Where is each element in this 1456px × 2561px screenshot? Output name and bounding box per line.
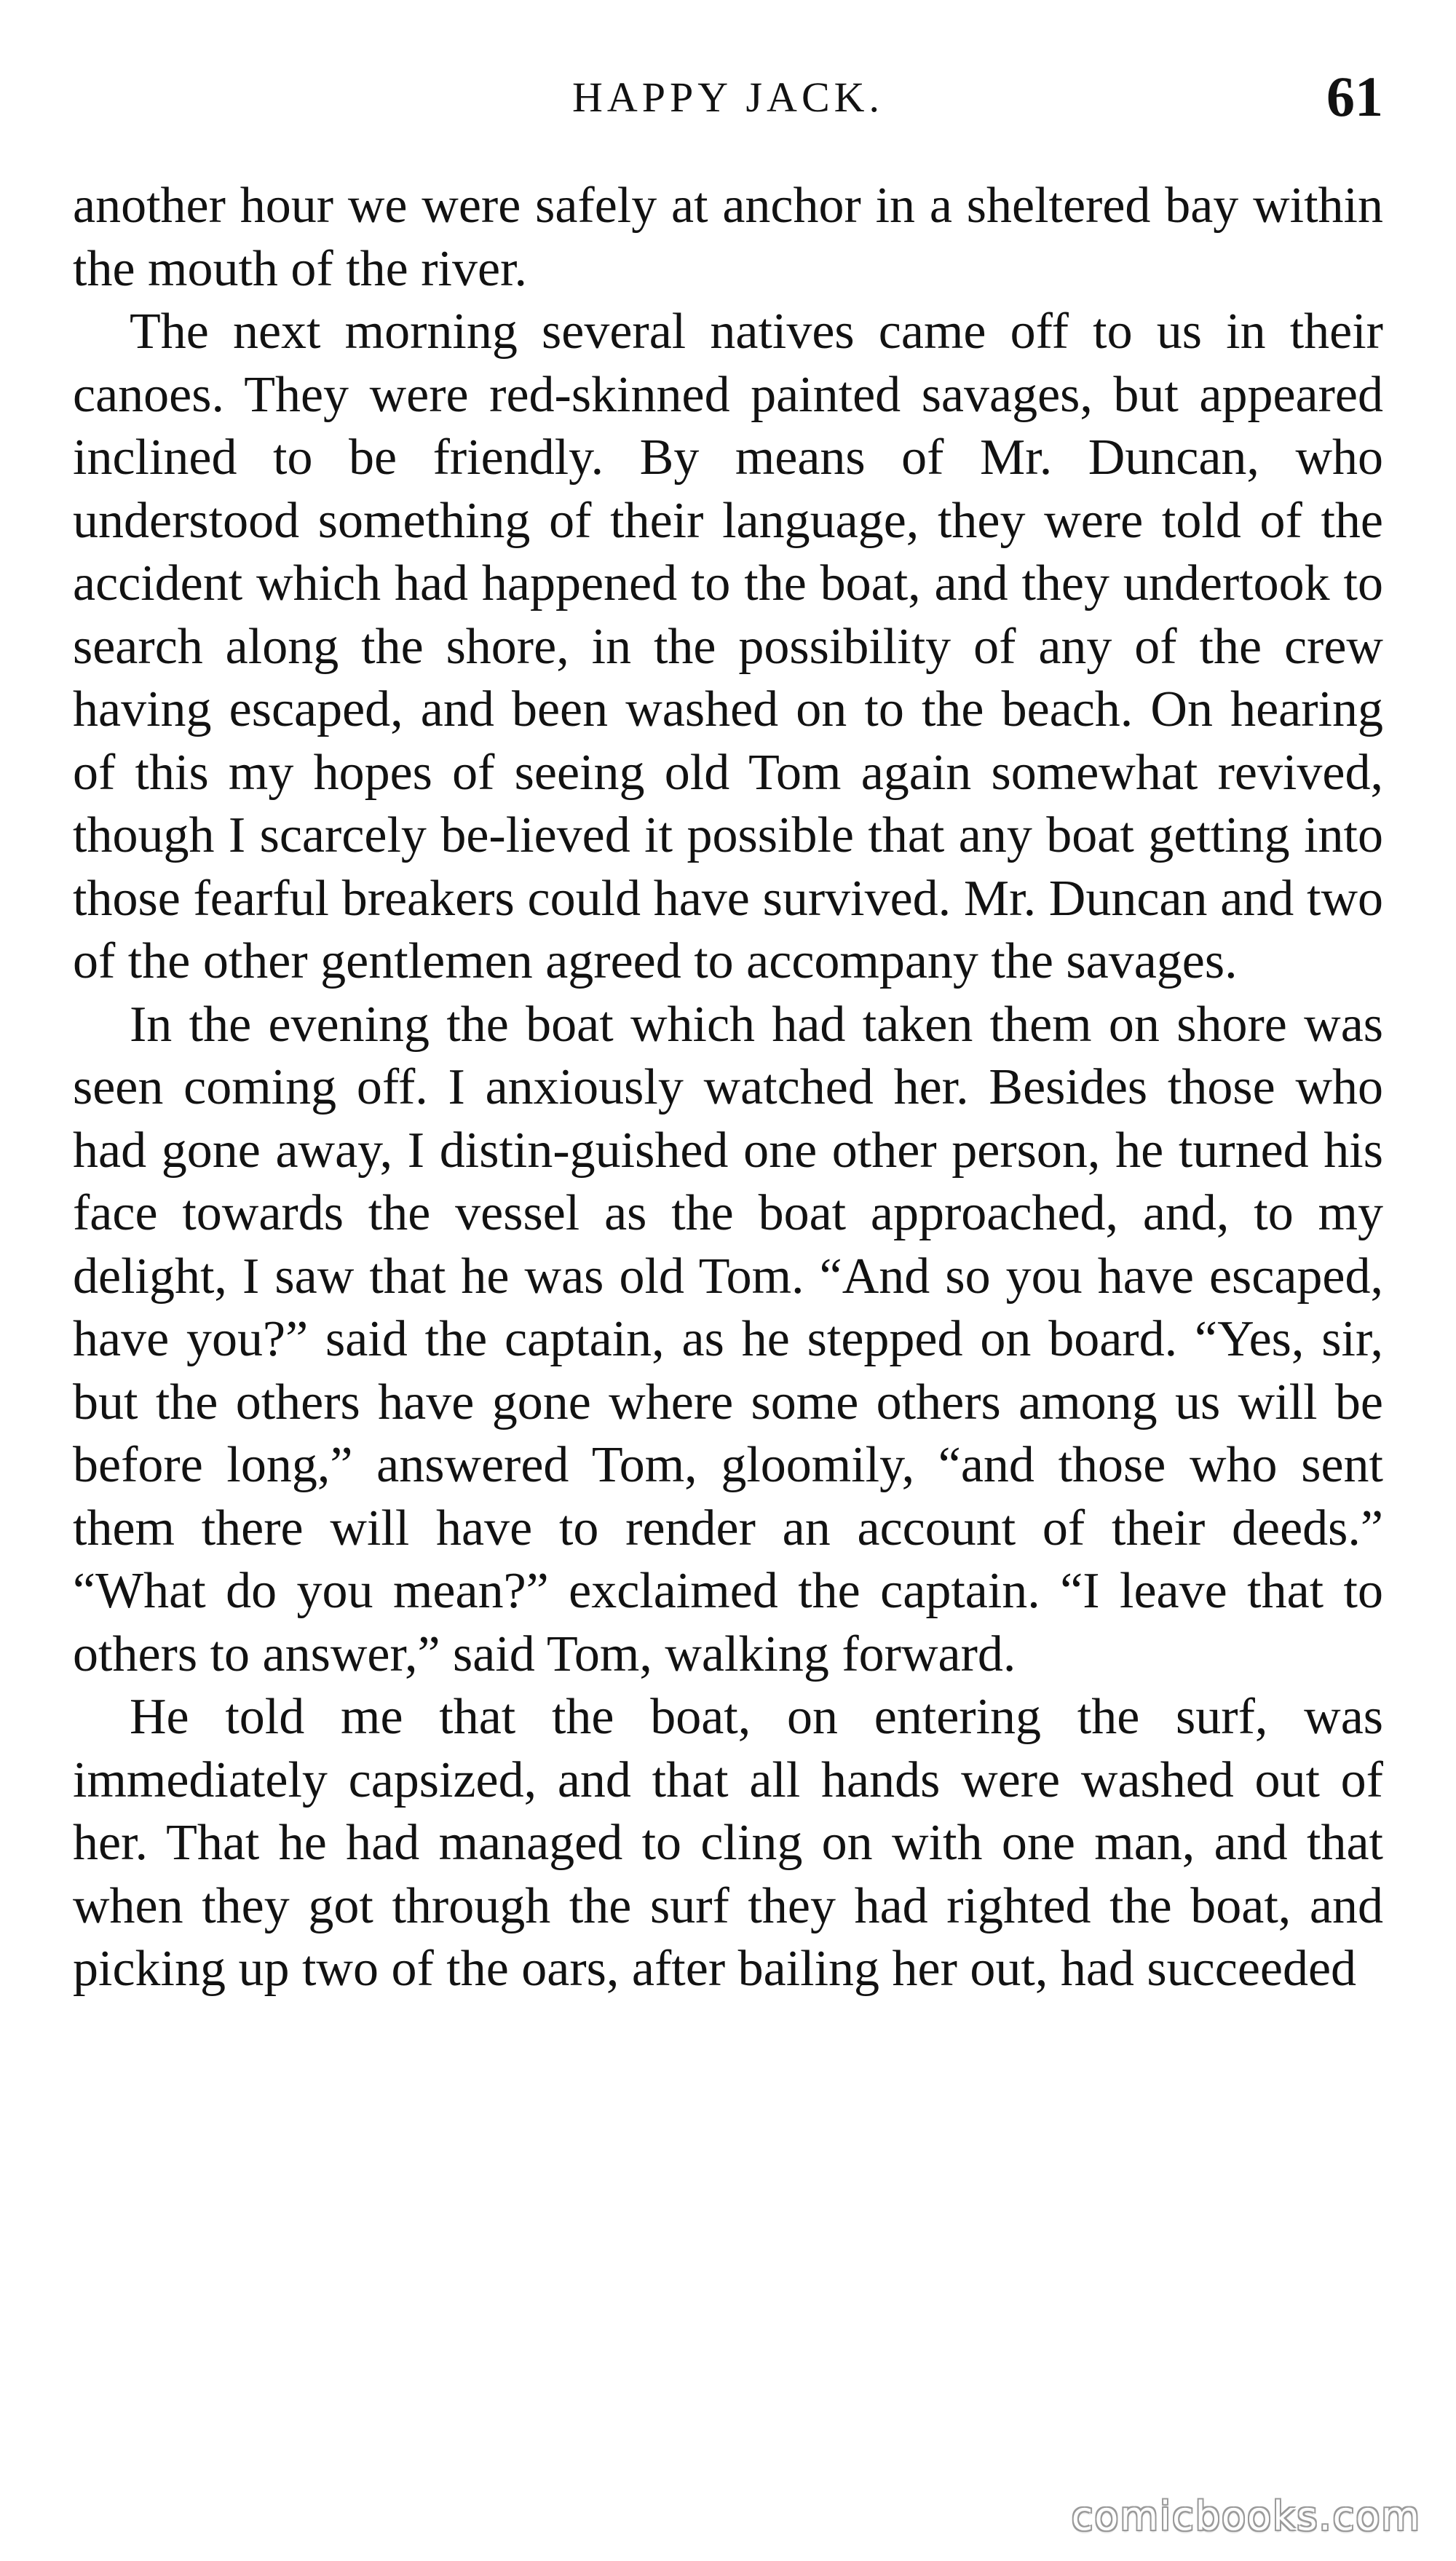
running-title: HAPPY JACK.	[571, 74, 885, 121]
page-number: 61	[1326, 65, 1383, 128]
page-header	[73, 58, 1383, 138]
watermark: comicbooks.com	[1071, 2493, 1421, 2539]
body-text	[73, 175, 1383, 2001]
paragraph: He told me that the boat, on entering the surf, was immediately capsized, and that all hands were washed out of her. That he had managed to cling on with one man, and that when they got through the surf they had righted the boat, and picking up two of the oars, after bailing her out, had succeeded	[73, 1689, 1383, 1997]
paragraph-continuation: another hour we were safely at anchor in a sheltered bay within the mouth of the river.	[73, 178, 1383, 297]
book-page	[73, 58, 1383, 2497]
paragraph: The next morning several natives came off to us in their canoes. They were red-skinned painted savages, but appeared inclined to be friendly. By means of Mr. Duncan, who understood something of their language, they were told of the accident which had happened to the boat, and they undertook to search along the shore, in the possibility of any of the crew having escaped, and been washed on to the beach. On hearing of this my hopes of seeing old Tom again somewhat revived, though I scarcely be-lieved it possible that any boat getting into those fearful breakers could have survived. Mr. Duncan and two of the other gentlemen agreed to accompany the savages.	[73, 304, 1383, 989]
paragraph: In the evening the boat which had taken them on shore was seen coming off. I anxiously watched her. Besides those who had gone away, I distin-guished one other person, he turned his face towards the vessel as the boat approached, and, to my delight, I saw that he was old Tom. “And so you have escaped, have you?” said the captain, as he stepped on board. “Yes, sir, but the others have gone where some others among us will be before long,” answered Tom, gloomily, “and those who sent them there will have to render an account of their deeds.” “What do you mean?” exclaimed the captain. “I leave that to others to answer,” said Tom, walking forward.	[73, 996, 1383, 1682]
